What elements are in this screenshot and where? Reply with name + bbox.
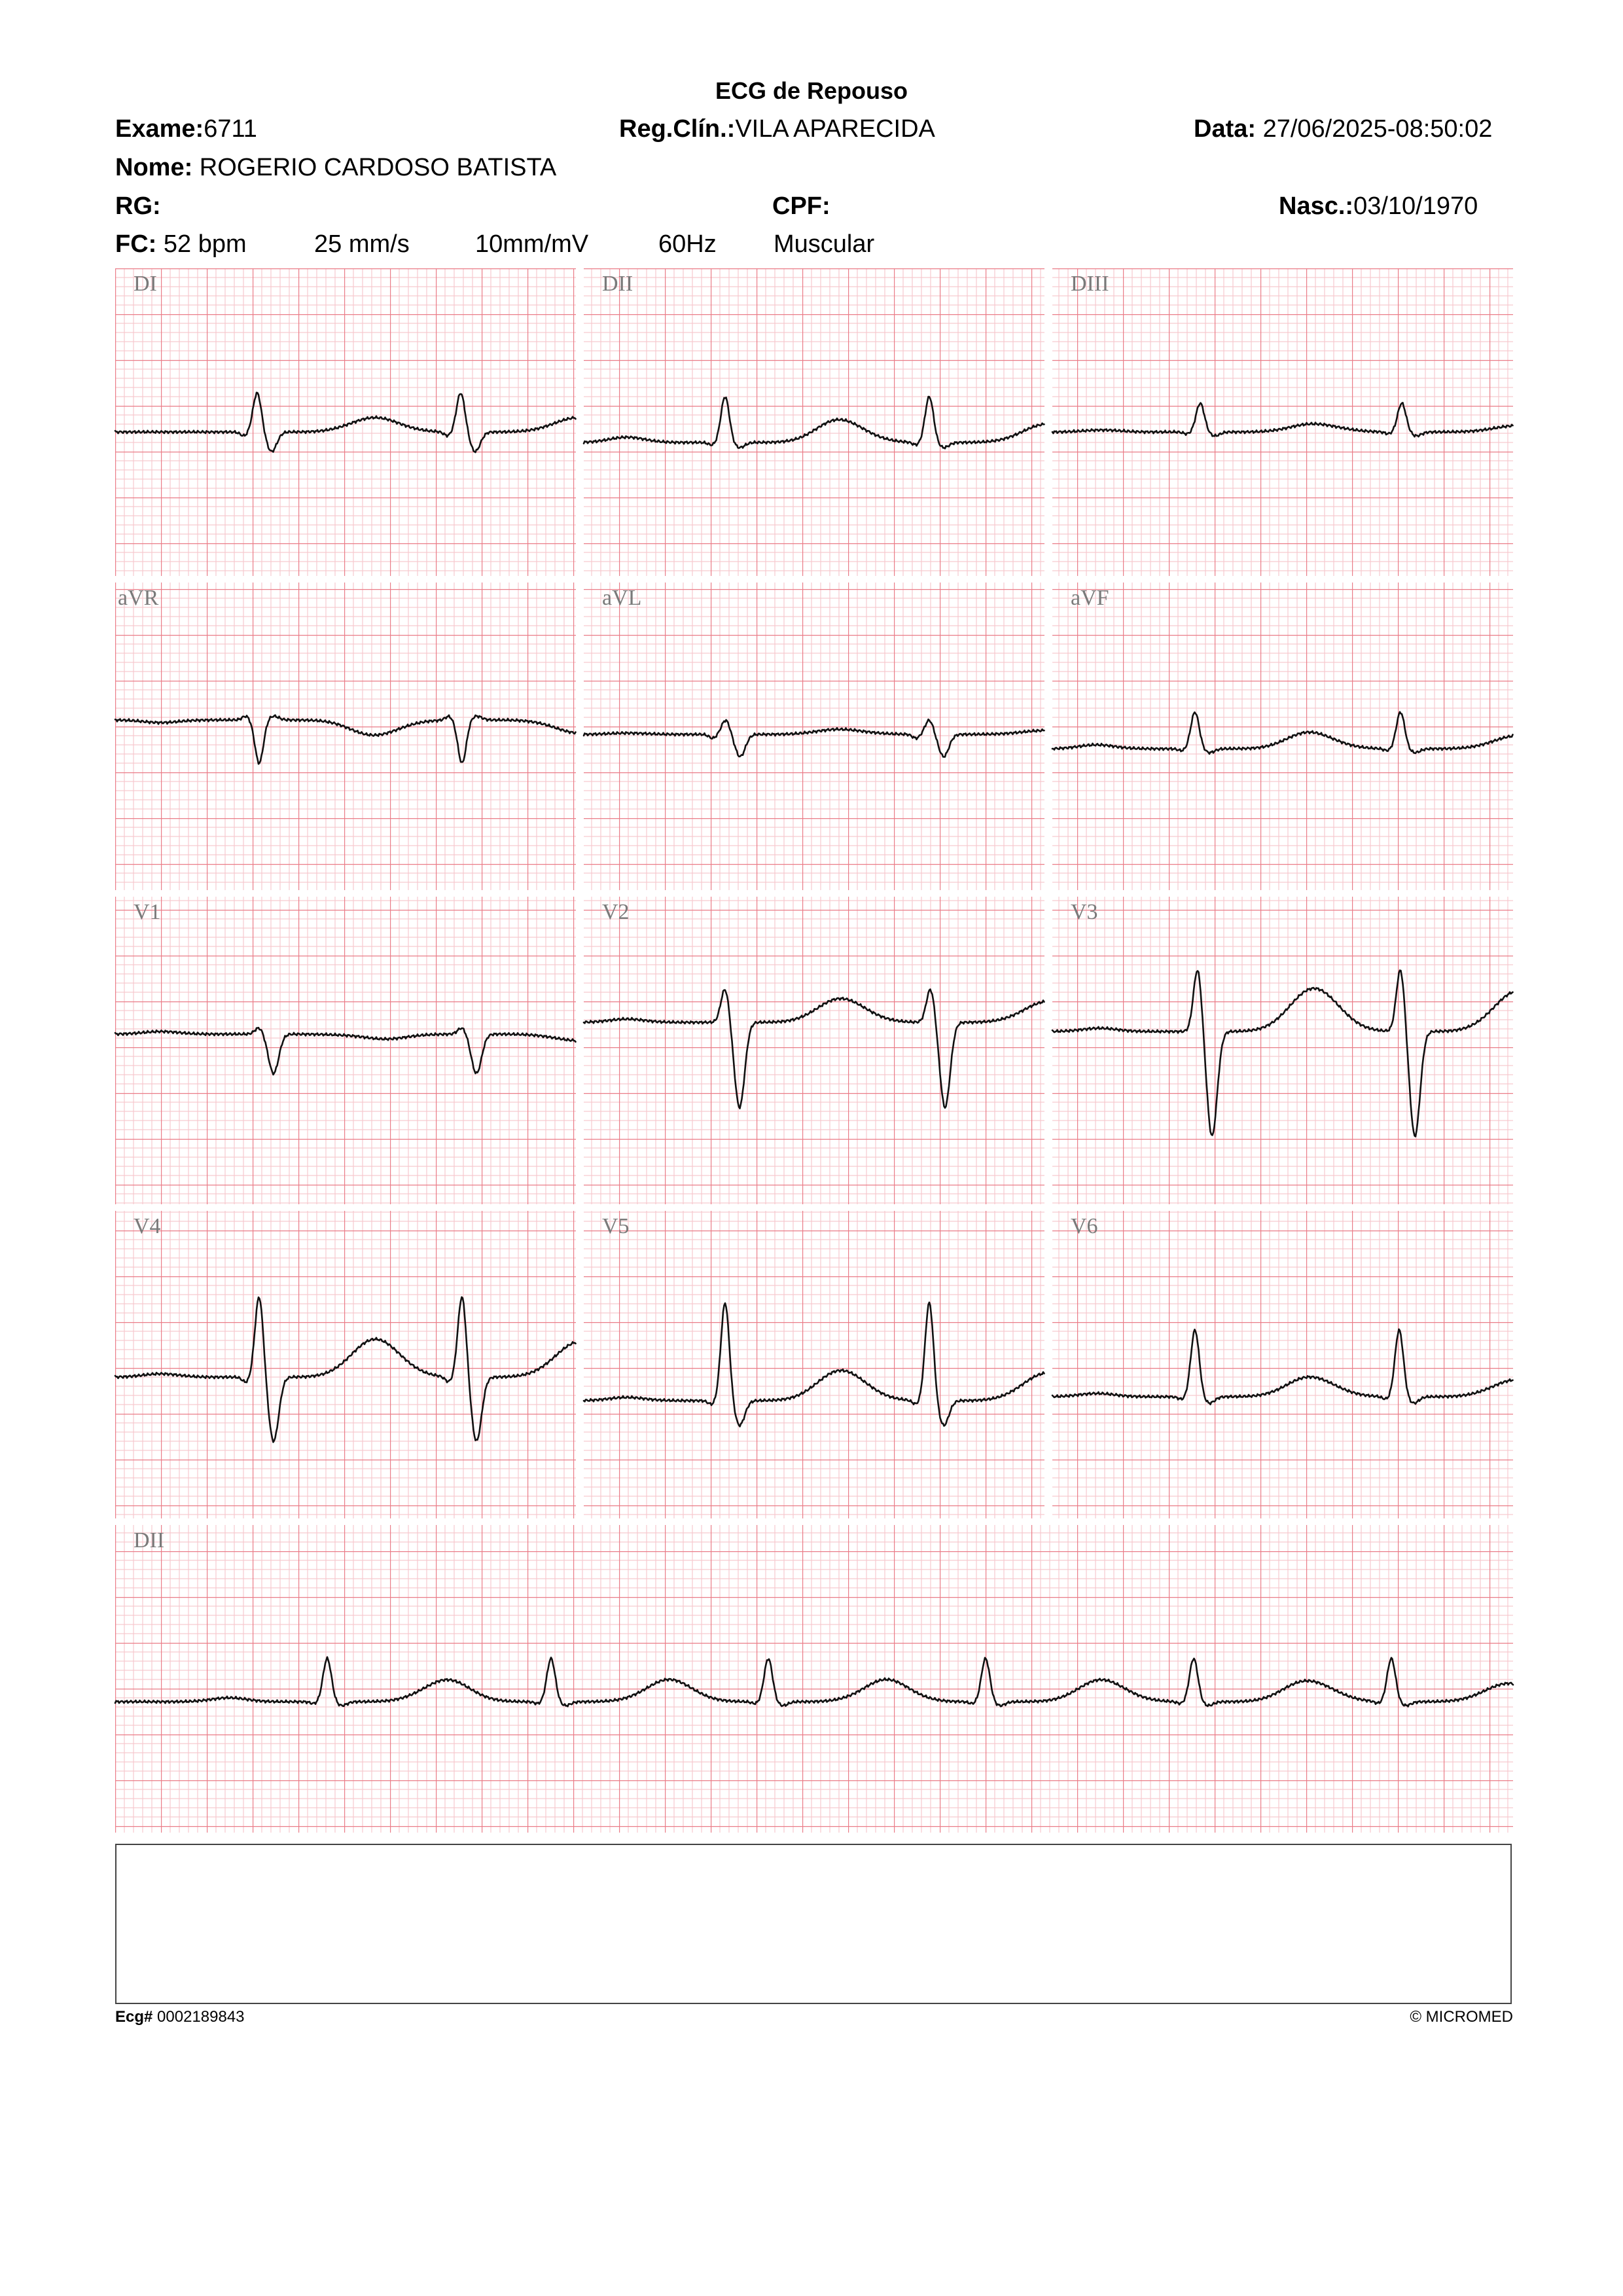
regclin-label: Reg.Clín.: — [619, 115, 736, 143]
panel-v2 — [584, 897, 1044, 1204]
name-label: Nome: — [115, 154, 193, 181]
ecg-number-label: Ecg# — [115, 2008, 153, 2026]
panel-avl — [584, 583, 1044, 890]
panel-dii — [584, 268, 1044, 576]
micromed-brand: © MICROMED — [1410, 2008, 1513, 2026]
lead-label-v1: V1 — [134, 900, 161, 924]
panel-rhythm — [115, 1525, 1513, 1833]
panel-v4 — [115, 1211, 576, 1518]
lead-label-avl: aVL — [602, 586, 642, 610]
date-label: Data: — [1194, 115, 1257, 143]
heart-rate-label: FC: — [115, 230, 157, 258]
panel-v1 — [115, 897, 576, 1204]
filter-frequency: 60Hz — [658, 230, 717, 258]
ecg-number — [115, 2008, 245, 2026]
date-value: 27/06/2025-08:50:02 — [1262, 115, 1493, 143]
birthdate-label: Nasc.: — [1279, 192, 1354, 220]
panel-avf — [1052, 583, 1513, 890]
lead-label-v4: V4 — [134, 1214, 161, 1238]
panel-v3 — [1052, 897, 1513, 1204]
lead-label-dii: DII — [602, 272, 633, 296]
lead-label-rhythm: DII — [134, 1528, 165, 1552]
comments-box — [115, 1844, 1512, 2004]
lead-label-avf: aVF — [1071, 586, 1109, 610]
ecg-number-value: 0002189843 — [157, 2008, 245, 2026]
birthdate-value: 03/10/1970 — [1353, 192, 1478, 220]
heart-rate-value: 52 bpm — [163, 230, 247, 258]
name-value: ROGERIO CARDOSO BATISTA — [199, 154, 557, 181]
lead-label-diii: DIII — [1071, 272, 1109, 296]
panel-v6 — [1052, 1211, 1513, 1518]
panel-v5 — [584, 1211, 1044, 1518]
cpf-label: CPF: — [772, 192, 830, 220]
filter-type: Muscular — [774, 230, 875, 258]
panel-diii — [1052, 268, 1513, 576]
lead-label-v6: V6 — [1071, 1214, 1098, 1238]
exam-label: Exame: — [115, 115, 204, 143]
lead-label-di: DI — [134, 272, 157, 296]
panel-di — [115, 268, 576, 576]
regclin-value: VILA APARECIDA — [735, 115, 935, 143]
panel-avr — [115, 583, 576, 890]
gain-setting: 10mm/mV — [475, 230, 589, 258]
report-title: ECG de Repouso — [715, 77, 908, 104]
lead-label-v3: V3 — [1071, 900, 1098, 924]
lead-label-v5: V5 — [602, 1214, 630, 1238]
rg-label: RG: — [115, 192, 161, 220]
lead-label-v2: V2 — [602, 900, 630, 924]
lead-label-avr: aVR — [118, 586, 159, 610]
paper-speed: 25 mm/s — [314, 230, 410, 258]
exam-value: 6711 — [204, 115, 257, 143]
